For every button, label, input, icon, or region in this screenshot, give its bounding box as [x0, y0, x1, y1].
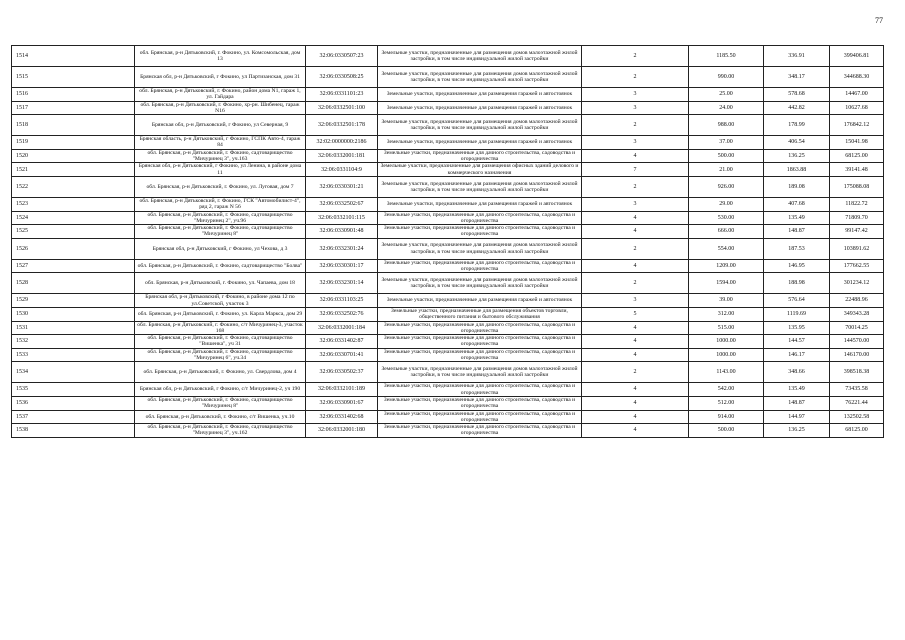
- row-number: 1529: [12, 294, 135, 308]
- row-number: 1518: [12, 115, 135, 136]
- table-row: [12, 88, 884, 102]
- cadastral-number-cell: 32:06:0331402:68: [306, 410, 378, 424]
- group-cell: 2: [582, 115, 689, 136]
- land-use-cell: Земельные участки, предназначенные для размещения домов малоэтажной жилой застройки, в том числе индивидуальной жилой застройки: [378, 115, 582, 136]
- group-cell: 4: [582, 225, 689, 239]
- group-cell: 4: [582, 410, 689, 424]
- specific-value-cell: 135.49: [764, 211, 830, 225]
- cadastral-number-cell: 32:06:0332101:189: [306, 383, 378, 397]
- area-cell: 990.00: [689, 67, 764, 88]
- table-row: [12, 46, 884, 67]
- land-use-cell: Земельные участки, предназначенные для размещения домов малоэтажной жилой застройки, в том числе индивидуальной жилой застройки: [378, 362, 582, 383]
- row-number: 1514: [12, 46, 135, 67]
- land-use-cell: Земельные участки, предназначенные для размещения объектов торговли, общественного питания и бытового обслуживания: [378, 307, 582, 321]
- area-cell: 666.00: [689, 225, 764, 239]
- cadastral-number-cell: 32:06:0332101:115: [306, 211, 378, 225]
- row-number: 1516: [12, 88, 135, 102]
- row-number: 1536: [12, 396, 135, 410]
- area-cell: 1143.00: [689, 362, 764, 383]
- area-cell: 542.00: [689, 383, 764, 397]
- table-row: [12, 335, 884, 349]
- area-cell: 21.00: [689, 163, 764, 177]
- address-cell: обл. Брянская, р-н Дятьковский, г. Фокино, ул. Карла Маркса, дом 29: [135, 307, 306, 321]
- cadastral-value-cell: 349343.28: [830, 307, 884, 321]
- cadastral-number-cell: 32:06:0330508:25: [306, 67, 378, 88]
- cadastral-value-cell: 39141.48: [830, 163, 884, 177]
- cadastral-number-cell: 32:06:0332301:24: [306, 238, 378, 259]
- cadastral-number-cell: 32:06:0332301:14: [306, 273, 378, 294]
- table-row: [12, 383, 884, 397]
- address-cell: Брянская обл, р-н Дятьковский, г Фокино, ул Северная, 9: [135, 115, 306, 136]
- table-row: [12, 225, 884, 239]
- cadastral-value-cell: 15041.98: [830, 136, 884, 150]
- land-use-cell: Земельные участки, предназначенные для размещения гаражей и автостоянок: [378, 136, 582, 150]
- area-cell: 1185.50: [689, 46, 764, 67]
- row-number: 1524: [12, 211, 135, 225]
- area-cell: 1000.00: [689, 348, 764, 362]
- specific-value-cell: 146.17: [764, 348, 830, 362]
- address-cell: обл. Брянская, р-н Дятьковский, г. Фокино, садтоварищество "Мичуринец 8": [135, 225, 306, 239]
- group-cell: 2: [582, 273, 689, 294]
- cadastral-number-cell: 32:06:0330901:48: [306, 225, 378, 239]
- cadastral-number-cell: 32:06:0331103:25: [306, 294, 378, 308]
- cadastral-value-cell: 70014.25: [830, 321, 884, 335]
- address-cell: обл. Брянская, р-н Дятьковский, г. Фокино, ГСК "Автомобилист-4", ряд 2, гараж N 56: [135, 197, 306, 211]
- table-row: [12, 259, 884, 273]
- address-cell: обл. Брянская, р-н Дятьковский, г. Фокино, садтоварищество "Мичуринец 2", уч.96: [135, 211, 306, 225]
- land-use-cell: Земельные участки, предназначенные для дачного строительства, садоводства и огородничества: [378, 396, 582, 410]
- table-row: [12, 238, 884, 259]
- group-cell: 2: [582, 238, 689, 259]
- table-row: [12, 115, 884, 136]
- area-cell: 1594.00: [689, 273, 764, 294]
- row-number: 1533: [12, 348, 135, 362]
- cadastral-number-cell: 32:06:0330301:21: [306, 176, 378, 197]
- cadastral-value-cell: 398518.38: [830, 362, 884, 383]
- table-row: [12, 348, 884, 362]
- address-cell: Брянская область, р-н Дятьковский, г Фокино, ГСПК Авто-4, гараж 84: [135, 136, 306, 150]
- table-row: [12, 67, 884, 88]
- cadastral-number-cell: 32:06:0331101:23: [306, 88, 378, 102]
- specific-value-cell: 178.99: [764, 115, 830, 136]
- cadastral-number-cell: 32:06:0332501:178: [306, 115, 378, 136]
- address-cell: обл. Брянская, р-н Дятьковский, г. Фокино, район дома N1, гараж 1, ул. Гайдара: [135, 88, 306, 102]
- address-cell: обл. Брянская, р-н Дятьковский, г. Фокино, ул. Чапаева, дом 18: [135, 273, 306, 294]
- area-cell: 29.00: [689, 197, 764, 211]
- cadastral-number-cell: 32:06:0330901:67: [306, 396, 378, 410]
- table-row: [12, 211, 884, 225]
- land-use-cell: Земельные участки, предназначенные для дачного строительства, садоводства и огородничества: [378, 348, 582, 362]
- area-cell: 988.00: [689, 115, 764, 136]
- cadastral-number-cell: 32:06:0332001:184: [306, 321, 378, 335]
- group-cell: 4: [582, 383, 689, 397]
- row-number: 1526: [12, 238, 135, 259]
- area-cell: 500.00: [689, 424, 764, 438]
- row-number: 1527: [12, 259, 135, 273]
- cadastral-number-cell: 32:06:0331104:9: [306, 163, 378, 177]
- row-number: 1531: [12, 321, 135, 335]
- cadastral-value-cell: 11822.72: [830, 197, 884, 211]
- row-number: 1538: [12, 424, 135, 438]
- cadastral-value-cell: 176842.12: [830, 115, 884, 136]
- cadastral-value-cell: 177662.55: [830, 259, 884, 273]
- row-number: 1522: [12, 176, 135, 197]
- group-cell: 3: [582, 136, 689, 150]
- specific-value-cell: 1863.88: [764, 163, 830, 177]
- group-cell: 4: [582, 335, 689, 349]
- row-number: 1525: [12, 225, 135, 239]
- specific-value-cell: 136.25: [764, 424, 830, 438]
- area-cell: 39.00: [689, 294, 764, 308]
- cadastral-value-cell: 10627.68: [830, 101, 884, 115]
- area-cell: 500.00: [689, 149, 764, 163]
- group-cell: 7: [582, 163, 689, 177]
- specific-value-cell: 407.68: [764, 197, 830, 211]
- table-row: [12, 396, 884, 410]
- address-cell: обл. Брянская, р-н Дятьковский, г. Фокино, ул. Свердлова, дом 4: [135, 362, 306, 383]
- cadastral-number-cell: 32:06:0330701:41: [306, 348, 378, 362]
- row-number: 1517: [12, 101, 135, 115]
- land-register-table: [11, 45, 884, 438]
- address-cell: обл. Брянская, р-н Дятьковский, г. Фокино, ул. Луговая, дом 7: [135, 176, 306, 197]
- specific-value-cell: 348.66: [764, 362, 830, 383]
- land-use-cell: Земельные участки, предназначенные для размещения офисных зданий делового и коммерческого назначения: [378, 163, 582, 177]
- cadastral-value-cell: 68125.00: [830, 149, 884, 163]
- row-number: 1532: [12, 335, 135, 349]
- area-cell: 914.00: [689, 410, 764, 424]
- cadastral-value-cell: 22488.96: [830, 294, 884, 308]
- address-cell: обл. Брянская, р-н Дятьковский, г. Фокино, садтоварищество "Вишенка", уч 31: [135, 335, 306, 349]
- cadastral-number-cell: 32:06:0332001:181: [306, 149, 378, 163]
- table-row: [12, 294, 884, 308]
- cadastral-value-cell: 175088.08: [830, 176, 884, 197]
- land-use-cell: Земельные участки, предназначенные для дачного строительства, садоводства и огородничества: [378, 335, 582, 349]
- row-number: 1528: [12, 273, 135, 294]
- area-cell: 512.00: [689, 396, 764, 410]
- land-use-cell: Земельные участки, предназначенные для дачного строительства, садоводства и огородничества: [378, 321, 582, 335]
- group-cell: 4: [582, 149, 689, 163]
- cadastral-value-cell: 99147.42: [830, 225, 884, 239]
- group-cell: 2: [582, 362, 689, 383]
- specific-value-cell: 188.98: [764, 273, 830, 294]
- specific-value-cell: 442.82: [764, 101, 830, 115]
- land-use-cell: Земельные участки, предназначенные для размещения домов малоэтажной жилой застройки, в том числе индивидуальной жилой застройки: [378, 273, 582, 294]
- address-cell: обл. Брянская, р-н Дятьковский, г. Фокино, садтоварищество "Мичуринец 8": [135, 396, 306, 410]
- group-cell: 4: [582, 211, 689, 225]
- cadastral-number-cell: 32:06:0331402:87: [306, 335, 378, 349]
- row-number: 1519: [12, 136, 135, 150]
- table-row: [12, 424, 884, 438]
- specific-value-cell: 189.08: [764, 176, 830, 197]
- specific-value-cell: 1119.69: [764, 307, 830, 321]
- cadastral-number-cell: 32:06:0332501:100: [306, 101, 378, 115]
- area-cell: 312.00: [689, 307, 764, 321]
- cadastral-number-cell: 32:06:0332502:67: [306, 197, 378, 211]
- specific-value-cell: 144.97: [764, 410, 830, 424]
- cadastral-value-cell: 103891.62: [830, 238, 884, 259]
- cadastral-number-cell: 32:06:0330502:37: [306, 362, 378, 383]
- land-use-cell: Земельные участки, предназначенные для размещения домов малоэтажной жилой застройки, в том числе индивидуальной жилой застройки: [378, 238, 582, 259]
- area-cell: 1209.00: [689, 259, 764, 273]
- address-cell: обл. Брянская, р-н Дятьковский, г. Фокино, с/т Вишенка, уч.10: [135, 410, 306, 424]
- cadastral-value-cell: 71809.70: [830, 211, 884, 225]
- specific-value-cell: 148.87: [764, 396, 830, 410]
- area-cell: 515.00: [689, 321, 764, 335]
- area-cell: 926.00: [689, 176, 764, 197]
- land-use-cell: Земельные участки, предназначенные для дачного строительства, садоводства и огородничества: [378, 424, 582, 438]
- address-cell: обл. Брянская, р-н Дятьковский, г. Фокино, с/т Мичуринец-3, участок 168: [135, 321, 306, 335]
- cadastral-value-cell: 399406.81: [830, 46, 884, 67]
- land-use-cell: Земельные участки, предназначенные для дачного строительства, садоводства и огородничества: [378, 259, 582, 273]
- table-row: [12, 136, 884, 150]
- table-row: [12, 273, 884, 294]
- specific-value-cell: 136.25: [764, 149, 830, 163]
- row-number: 1521: [12, 163, 135, 177]
- row-number: 1537: [12, 410, 135, 424]
- row-number: 1530: [12, 307, 135, 321]
- specific-value-cell: 148.87: [764, 225, 830, 239]
- cadastral-value-cell: 132502.58: [830, 410, 884, 424]
- table-row: [12, 176, 884, 197]
- cadastral-value-cell: 14467.00: [830, 88, 884, 102]
- land-use-cell: Земельные участки, предназначенные для дачного строительства, садоводства и огородничества: [378, 211, 582, 225]
- cadastral-value-cell: 68125.00: [830, 424, 884, 438]
- table-row: [12, 410, 884, 424]
- group-cell: 4: [582, 424, 689, 438]
- land-use-cell: Земельные участки, предназначенные для размещения домов малоэтажной жилой застройки, в том числе индивидуальной жилой застройки: [378, 46, 582, 67]
- cadastral-value-cell: 144570.00: [830, 335, 884, 349]
- land-use-cell: Земельные участки, предназначенные для дачного строительства, садоводства и огородничества: [378, 225, 582, 239]
- address-cell: Брянская обл, р-н Дятьковский, г Фокино, ул Чехова, д 3: [135, 238, 306, 259]
- cadastral-number-cell: 32:06:0332001:180: [306, 424, 378, 438]
- address-cell: обл. Брянская, р-н Дятьковский, г. Фокино, садтоварищество "Мичуринец 3", уч.163: [135, 149, 306, 163]
- cadastral-number-cell: 32:06:0330301:17: [306, 259, 378, 273]
- cadastral-number-cell: 32:06:0330507:23: [306, 46, 378, 67]
- specific-value-cell: 406.54: [764, 136, 830, 150]
- table-row: [12, 362, 884, 383]
- area-cell: 24.00: [689, 101, 764, 115]
- group-cell: 2: [582, 46, 689, 67]
- group-cell: 4: [582, 259, 689, 273]
- address-cell: Брянская обл, р-н Дятьковский, г Фокино, ул Партизанская, дом 31: [135, 67, 306, 88]
- table-row: [12, 101, 884, 115]
- group-cell: 3: [582, 294, 689, 308]
- land-use-cell: Земельные участки, предназначенные для размещения домов малоэтажной жилой застройки, в том числе индивидуальной жилой застройки: [378, 176, 582, 197]
- group-cell: 4: [582, 348, 689, 362]
- cadastral-value-cell: 146170.00: [830, 348, 884, 362]
- cadastral-number-cell: 32:06:0332502:76: [306, 307, 378, 321]
- land-use-cell: Земельные участки, предназначенные для размещения гаражей и автостоянок: [378, 294, 582, 308]
- table-row: [12, 149, 884, 163]
- land-use-cell: Земельные участки, предназначенные для размещения гаражей и автостоянок: [378, 88, 582, 102]
- area-cell: 37.00: [689, 136, 764, 150]
- cadastral-value-cell: 301234.12: [830, 273, 884, 294]
- specific-value-cell: 135.49: [764, 383, 830, 397]
- row-number: 1520: [12, 149, 135, 163]
- address-cell: обл. Брянская, р-н Дятьковский, г. Фокино, садтоварищество "Болва": [135, 259, 306, 273]
- land-use-cell: Земельные участки, предназначенные для дачного строительства, садоводства и огородничества: [378, 410, 582, 424]
- group-cell: 2: [582, 176, 689, 197]
- land-use-cell: Земельные участки, предназначенные для дачного строительства, садоводства и огородничества: [378, 149, 582, 163]
- page-number: 77: [875, 16, 883, 25]
- specific-value-cell: 146.95: [764, 259, 830, 273]
- land-use-cell: Земельные участки, предназначенные для размещения гаражей и автостоянок: [378, 197, 582, 211]
- address-cell: Брянская обл, р-н Дятьковский, г Фокино, в районе дома 12 по ул.Советской, участок 3: [135, 294, 306, 308]
- group-cell: 5: [582, 307, 689, 321]
- table-row: [12, 163, 884, 177]
- area-cell: 25.00: [689, 88, 764, 102]
- address-cell: обл. Брянская, р-н Дятьковский, г. Фокино, садтоварищество "Мичуринец 3", уч.162: [135, 424, 306, 438]
- address-cell: обл. Брянская, р-н Дятьковский, г. Фокино, ул. Комсомольская, дом 13: [135, 46, 306, 67]
- address-cell: обл. Брянская, р-н Дятьковский, г. Фокино, садтоварищество "Мичуринец 6", уч.34: [135, 348, 306, 362]
- specific-value-cell: 135.95: [764, 321, 830, 335]
- specific-value-cell: 187.53: [764, 238, 830, 259]
- area-cell: 1000.00: [689, 335, 764, 349]
- table-row: [12, 321, 884, 335]
- area-cell: 554.00: [689, 238, 764, 259]
- group-cell: 3: [582, 197, 689, 211]
- land-use-cell: Земельные участки, предназначенные для дачного строительства, садоводства и огородничества: [378, 383, 582, 397]
- specific-value-cell: 576.64: [764, 294, 830, 308]
- group-cell: 3: [582, 101, 689, 115]
- specific-value-cell: 578.68: [764, 88, 830, 102]
- land-use-cell: Земельные участки, предназначенные для размещения домов малоэтажной жилой застройки, в том числе индивидуальной жилой застройки: [378, 67, 582, 88]
- row-number: 1534: [12, 362, 135, 383]
- address-cell: Брянская обл, р-н Дятьковский, г Фокино, ул Ленина, в районе дома 11: [135, 163, 306, 177]
- specific-value-cell: 336.91: [764, 46, 830, 67]
- cadastral-value-cell: 73435.58: [830, 383, 884, 397]
- table-row: [12, 197, 884, 211]
- land-use-cell: Земельные участки, предназначенные для размещения гаражей и автостоянок: [378, 101, 582, 115]
- row-number: 1515: [12, 67, 135, 88]
- group-cell: 3: [582, 88, 689, 102]
- group-cell: 4: [582, 396, 689, 410]
- cadastral-value-cell: 76221.44: [830, 396, 884, 410]
- specific-value-cell: 144.57: [764, 335, 830, 349]
- group-cell: 2: [582, 67, 689, 88]
- address-cell: обл. Брянская, р-н Дятьковский, г. Фокино, хр-рн. Шибенец, гараж N16: [135, 101, 306, 115]
- row-number: 1535: [12, 383, 135, 397]
- specific-value-cell: 348.17: [764, 67, 830, 88]
- cadastral-number-cell: 32:02:0000000:2186: [306, 136, 378, 150]
- table-row: [12, 307, 884, 321]
- address-cell: Брянская обл, р-н Дятьковский, г Фокино, с/т Мичуринец-2, уч 190: [135, 383, 306, 397]
- cadastral-value-cell: 344688.30: [830, 67, 884, 88]
- group-cell: 4: [582, 321, 689, 335]
- row-number: 1523: [12, 197, 135, 211]
- area-cell: 530.00: [689, 211, 764, 225]
